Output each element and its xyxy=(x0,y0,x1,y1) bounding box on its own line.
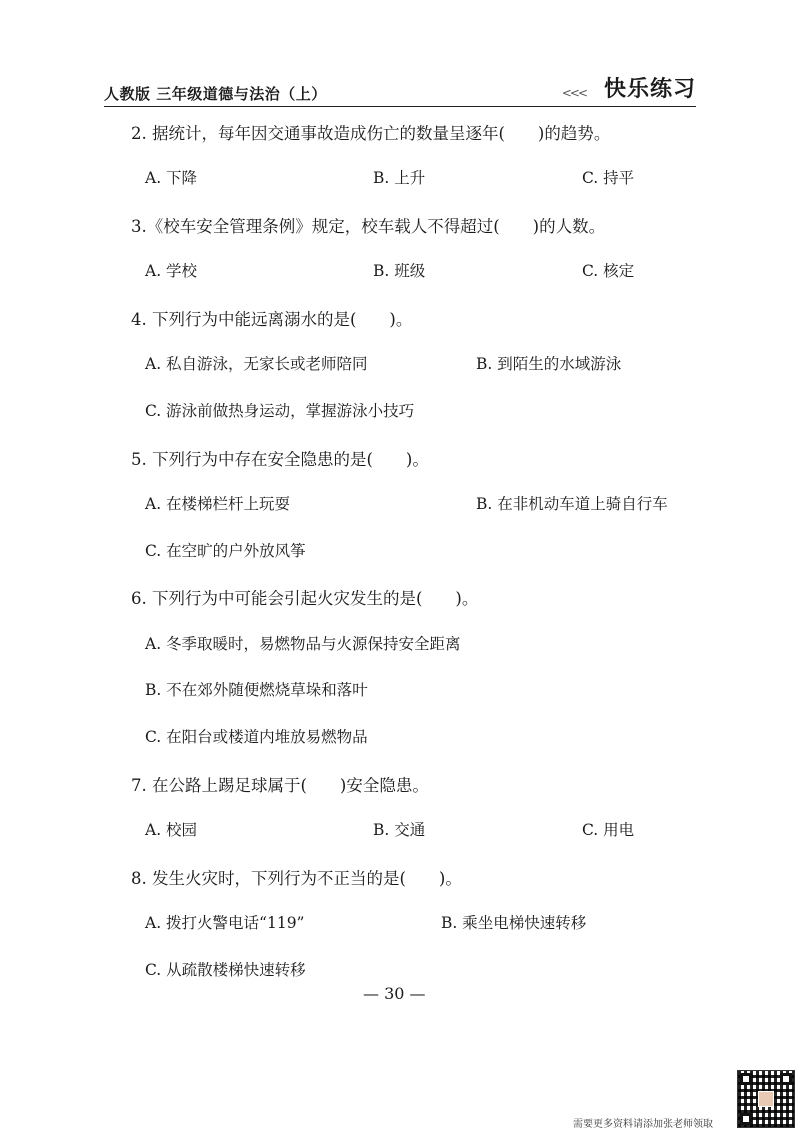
q4-option-c[interactable]: C. 游泳前做热身运动，掌握游泳小技巧 xyxy=(145,402,415,420)
qr-finder-top-right xyxy=(780,1073,792,1085)
watermark-text: 需要更多资料请添加张老师领取 xyxy=(573,1119,713,1130)
question-2: 2. 据统计，每年因交通事故造成伤亡的数量呈逐年( )的趋势。 xyxy=(131,124,611,143)
question-3: 3.《校车安全管理条例》规定，校车载人不得超过( )的人数。 xyxy=(131,217,606,236)
q8-option-a[interactable]: A. 拨打火警电话“119” xyxy=(145,914,305,932)
page-number: — 30 — xyxy=(363,984,426,1003)
q4-option-a[interactable]: A. 私自游泳，无家长或老师陪同 xyxy=(145,355,368,373)
q2-option-a[interactable]: A. 下降 xyxy=(145,169,198,187)
question-6: 6. 下列行为中可能会引起火灾发生的是( )。 xyxy=(131,589,479,608)
book-title: 人教版 三年级道德与法治（上） xyxy=(104,85,327,103)
qr-code-icon xyxy=(737,1070,795,1128)
q5-option-a[interactable]: A. 在楼梯栏杆上玩耍 xyxy=(145,495,291,513)
question-5: 5. 下列行为中存在安全隐患的是( )。 xyxy=(131,450,429,469)
q2-option-c[interactable]: C. 持平 xyxy=(582,169,635,187)
q6-option-a[interactable]: A. 冬季取暖时，易燃物品与火源保持安全距离 xyxy=(145,635,461,653)
question-8: 8. 发生火灾时，下列行为不正当的是( )。 xyxy=(131,869,462,888)
q5-option-c[interactable]: C. 在空旷的户外放风筝 xyxy=(145,542,306,560)
q5-option-b[interactable]: B. 在非机动车道上骑自行车 xyxy=(476,495,668,513)
q7-option-c[interactable]: C. 用电 xyxy=(582,821,635,839)
qr-avatar xyxy=(758,1091,774,1107)
qr-finder-bottom-left xyxy=(740,1113,752,1125)
chevrons-icon: <<< xyxy=(561,86,586,100)
q8-option-c[interactable]: C. 从疏散楼梯快速转移 xyxy=(145,961,306,979)
q6-option-b[interactable]: B. 不在郊外随便燃烧草垛和落叶 xyxy=(145,681,368,699)
section-title: 快乐练习 xyxy=(603,77,696,102)
q2-option-b[interactable]: B. 上升 xyxy=(373,169,426,187)
q7-option-a[interactable]: A. 校园 xyxy=(145,821,198,839)
header-divider xyxy=(104,106,696,108)
q8-option-b[interactable]: B. 乘坐电梯快速转移 xyxy=(441,914,587,932)
q3-option-c[interactable]: C. 核定 xyxy=(582,262,635,280)
q3-option-a[interactable]: A. 学校 xyxy=(145,262,198,280)
qr-finder-top-left xyxy=(740,1073,752,1085)
q6-option-c[interactable]: C. 在阳台或楼道内堆放易燃物品 xyxy=(145,728,368,746)
question-7: 7. 在公路上踢足球属于( )安全隐患。 xyxy=(131,776,429,795)
question-4: 4. 下列行为中能远离溺水的是( )。 xyxy=(131,310,413,329)
q7-option-b[interactable]: B. 交通 xyxy=(373,821,426,839)
page-header xyxy=(104,72,696,106)
q4-option-b[interactable]: B. 到陌生的水域游泳 xyxy=(476,355,622,373)
q3-option-b[interactable]: B. 班级 xyxy=(373,262,426,280)
